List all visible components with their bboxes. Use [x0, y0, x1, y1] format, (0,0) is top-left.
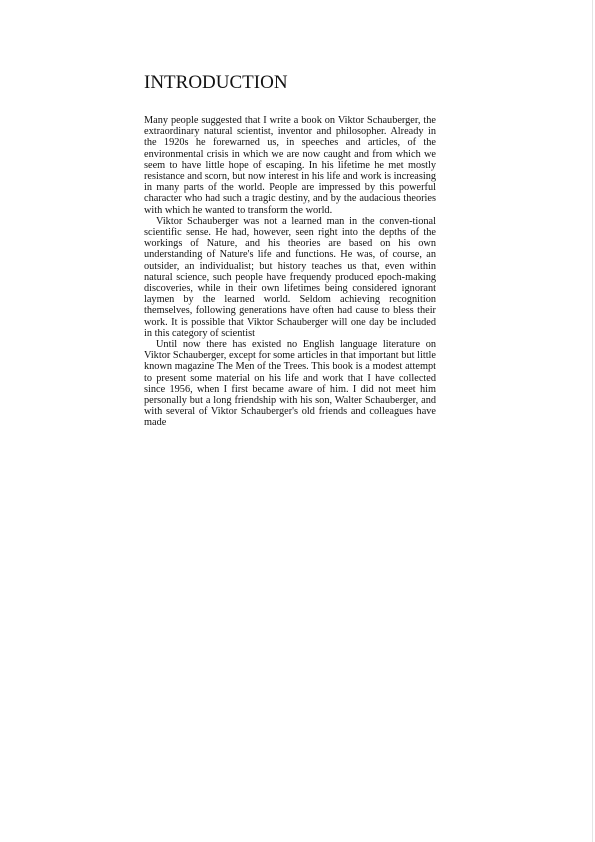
paragraph-2: Viktor Schauberger was not a learned man in the conven-tional scientific sense. He had, however, seen right into the depths of the workings of Nature, and his theories are based on his own understanding of Nature's life and functions. He was, of course, an outsider, an individualist; but history teaches us that, even within natural science, such people have frequendy produced epoch-making discoveries, while in their own lifetimes being considered ignorant laymen by the learned world. Seldom achieving recognition themselves, following generations have often had cause to bless their work. It is possible that Viktor Schauberger will one day be included in this category of scientist	[144, 215, 436, 339]
paragraph-3: Until now there has existed no English language literature on Viktor Schauberger, except for some articles in that important but little known magazine The Men of the Trees. This book is a modest attempt to present some material on his life and work that I have collected since 1956, when I first became aware of him. I did not meet him personally but a long friendship with his son, Walter Schauberger, and with several of Viktor Schauberger's old friends and colleagues have made	[144, 339, 436, 429]
page-edge-divider	[592, 0, 593, 842]
paragraph-1: Many people suggested that I write a book on Viktor Schauberger, the extraordinary natural scientist, inventor and philosopher. Already in the 1920s he forewarned us, in speeches and articles, of the environmental crisis in which we are now caught and from which we seem to have little hope of escaping. In his lifetime he met mostly resistance and scorn, but now interest in his life and work is increasing in many parts of the world. People are impressed by this powerful character who had such a tragic destiny, and by the audacious theories with which he wanted to transform the world.	[144, 115, 436, 216]
chapter-heading: INTRODUCTION	[144, 72, 288, 93]
text-column	[144, 71, 436, 429]
